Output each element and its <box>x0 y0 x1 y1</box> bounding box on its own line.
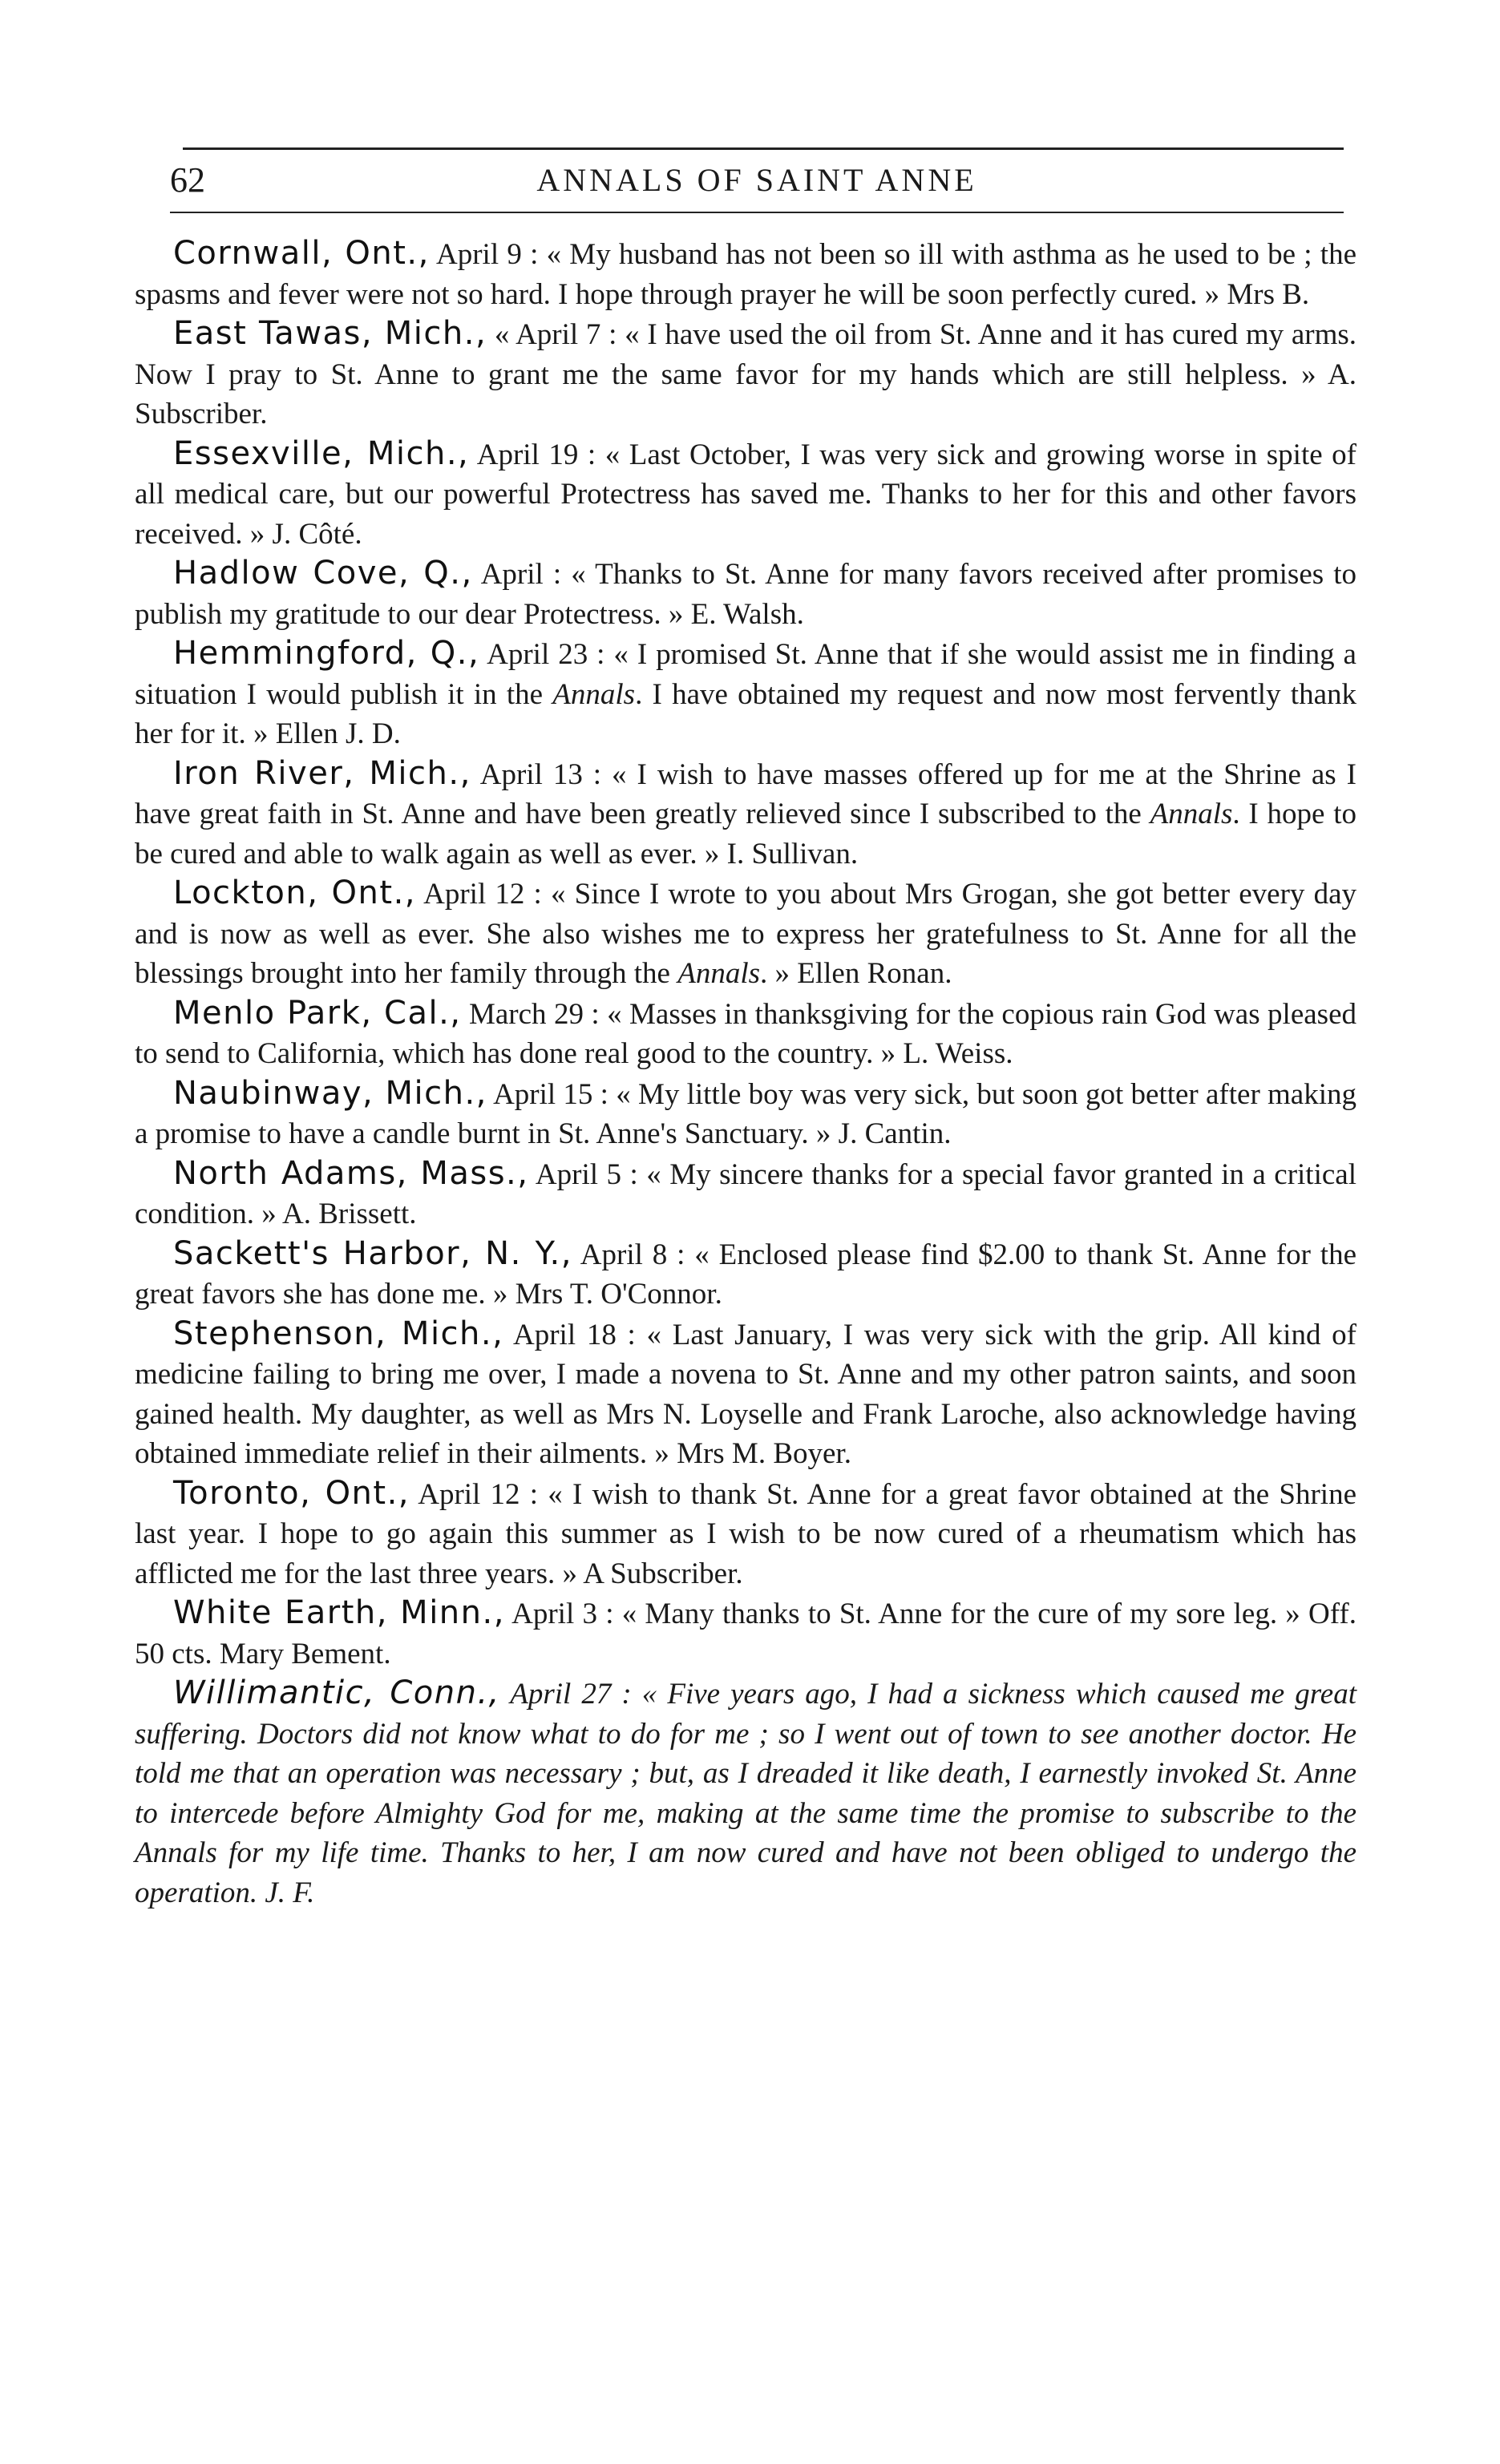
entry-menlo-park <box>135 994 1356 1074</box>
header-rule <box>170 212 1344 213</box>
entry-text: April 9 : « My husband has not been so ill with asthma as he used to be ; the spasms and fever were not so hard. I hope through prayer he will be soon perfectly cured. » Mrs B. <box>135 238 1357 311</box>
entry-text: . » Ellen Ronan. <box>760 957 952 990</box>
entry-text: April 27 : « Five years ago, I had a sickness which caused me great suffering. Doctors did not know what to do for me ; so I went out of town to see another doctor. He told me that an operation was necessary ; but, as I dreaded it like death, I earnestly invoked St. Anne to intercede before Almighty God for me, making at the same time the promise to subscribe to the <box>135 1678 1356 1830</box>
page-number: 62 <box>170 160 205 200</box>
entry-place: Naubinway, Mich., <box>173 1074 487 1112</box>
entry-text: April 23 : « I promised St. Anne that if she would assist me in finding a situation I would publish it in the <box>135 638 1356 711</box>
entry-place: Cornwall, Ont., <box>173 235 430 272</box>
entry-place: Willimantic, Conn., <box>173 1674 500 1711</box>
entry-text: « April 7 : « I have used the oil from St. Anne and it has cured my arms. Now I pray to St. Anne to grant me the same favor for my hands which are still helpless. » A. Subscriber. <box>135 318 1356 430</box>
annals-title: Annals <box>552 677 636 711</box>
entry-willimantic <box>135 1674 1356 1913</box>
annals-title: Annals <box>135 1836 217 1869</box>
entry-place: Essexville, Mich., <box>173 434 470 472</box>
entry-text: April : « Thanks to St. Anne for many favors received after promises to publish my gratitude to our dear Protectress. » E. Walsh. <box>135 558 1356 631</box>
entry-naubinway <box>135 1074 1356 1154</box>
entry-text: April 19 : « Last October, I was very sick and growing worse in spite of all medical care, but our powerful Protectress has saved me. Thanks to her for this and other favors received. » J. Côté. <box>135 438 1356 551</box>
entry-hadlow-cove <box>135 554 1356 634</box>
entry-white-earth <box>135 1594 1356 1674</box>
entry-place: Hadlow Cove, Q., <box>173 555 473 592</box>
entry-place: Stephenson, Mich., <box>173 1315 504 1352</box>
entry-text: April 15 : « My little boy was very sick, but soon got better after making a promise to have a candle burnt in St. Anne's Sanctuary. » J. Cantin. <box>135 1077 1357 1150</box>
entry-hemmingford <box>135 634 1356 754</box>
entry-text: March 29 : « Masses in thanksgiving for the copious rain God was pleased to send to California, which has done real good to the country. » L. Weiss. <box>135 997 1357 1070</box>
entry-text: . I have obtained my request and now most fervently thank her for it. » Ellen J. D. <box>135 677 1357 750</box>
entry-text: April 3 : « Many thanks to St. Anne for the cure of my sore leg. » Off. 50 cts. Mary Bement. <box>135 1598 1356 1670</box>
running-header <box>170 159 1344 202</box>
entry-text: April 8 : « Enclosed please find $2.00 to thank St. Anne for the great favors she has done me. » Mrs T. O'Connor. <box>135 1238 1357 1311</box>
entry-place: Toronto, Ont., <box>173 1474 410 1512</box>
entry-text: April 5 : « My sincere thanks for a special favor granted in a critical condition. » A. Brissett. <box>135 1157 1356 1230</box>
entry-place: Iron River, Mich., <box>173 754 471 792</box>
entry-place: Lockton, Ont., <box>173 875 417 911</box>
entry-iron-river <box>135 754 1356 875</box>
entry-north-adams <box>135 1154 1356 1234</box>
entry-text: April 13 : « I wish to have masses offered up for me at the Shrine as I have great faith in St. Anne and have been greatly relieved since I subscribed to the <box>135 757 1356 830</box>
entry-east-tawas <box>135 314 1356 434</box>
annals-title: Annals <box>1150 798 1233 830</box>
annals-title: Annals <box>677 957 761 990</box>
entry-text: April 18 : « Last January, I was very sick with the grip. All kind of medicine failing to bring me over, I made a novena to St. Anne and my other patron saints, and soon gained health. My daughter, as well as Mrs N. Loyselle and Frank Laroche, also acknowledge having obtained immediate relief in their ailments. » Mrs M. Boyer. <box>135 1318 1356 1470</box>
entry-place: Menlo Park, Cal., <box>173 994 462 1032</box>
entry-place: White Earth, Minn., <box>173 1594 505 1631</box>
entry-text: for my life time. Thanks to her, I am now cured and have not been obliged to undergo the operation. J. F. <box>135 1836 1356 1909</box>
entry-place: North Adams, Mass., <box>173 1154 529 1192</box>
entry-toronto <box>135 1474 1356 1594</box>
entry-lockton <box>135 874 1356 994</box>
entry-sacketts-harbor <box>135 1234 1356 1315</box>
entry-place: East Tawas, Mich., <box>173 315 487 352</box>
entry-text: April 12 : « Since I wrote to you about Mrs Grogan, she got better every day and is now as well as ever. She also wishes me to express her gratefulness to St. Anne for all the blessings brought into her family through the <box>135 878 1356 990</box>
entry-text: . I hope to be cured and able to walk again as well as ever. » I. Sullivan. <box>135 798 1357 870</box>
entry-place: Hemmingford, Q., <box>173 635 480 672</box>
entry-stephenson <box>135 1315 1356 1474</box>
entry-essexville <box>135 434 1356 555</box>
running-title: ANNALS OF SAINT ANNE <box>536 162 977 198</box>
entry-place: Sackett's Harbor, N. Y., <box>173 1234 572 1272</box>
favors-list <box>135 234 1356 1913</box>
entry-text: April 12 : « I wish to thank St. Anne for a great favor obtained at the Shrine last year. I hope to go again this summer as I wish to be now cured of a rheumatism which has afflicted me for the last three years. » A Subscriber. <box>135 1477 1356 1590</box>
entry-cornwall <box>135 234 1356 314</box>
header-top-rule <box>183 147 1344 150</box>
